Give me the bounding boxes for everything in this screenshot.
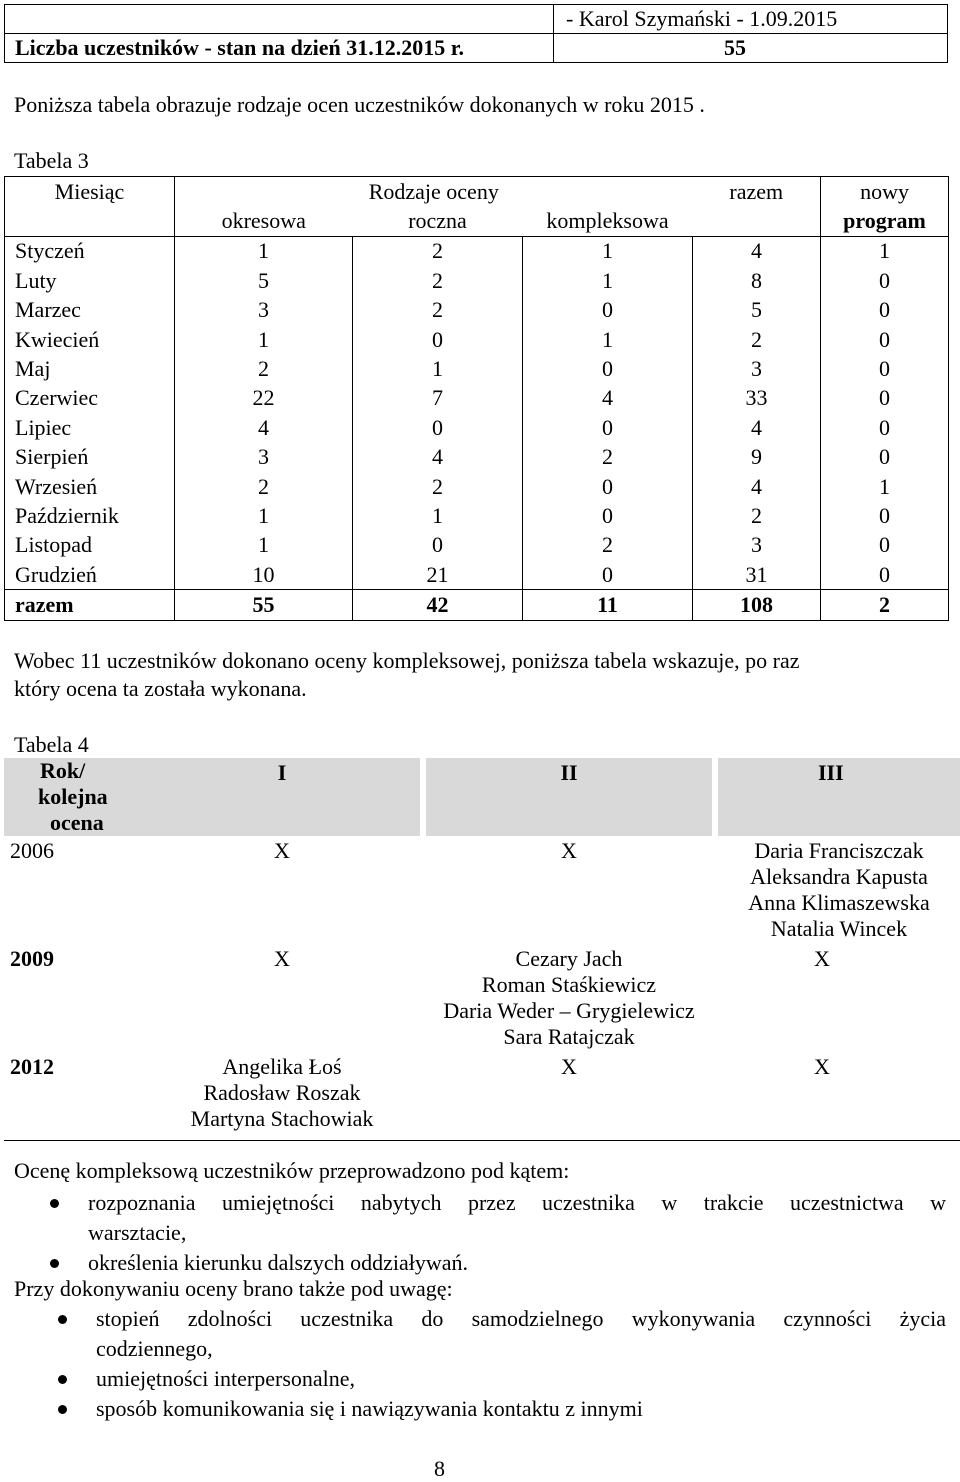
table3-cell-roczna: 4 (353, 443, 523, 472)
table4-cell-III (718, 836, 960, 944)
table4-cell-line: X (814, 1054, 830, 1079)
table4-cell-I (144, 836, 420, 944)
table3-total-okresowa: 55 (175, 590, 353, 620)
table3-head-new-line2: program (821, 206, 949, 236)
table3-cell-okresowa: 22 (175, 384, 353, 413)
table3-cell-kompleksowa: 1 (523, 266, 693, 295)
table4-cell-line: Cezary Jach (515, 946, 623, 971)
table3-head-total: razem (693, 177, 821, 207)
table-row (5, 443, 949, 472)
table3-cell-kompleksowa: 1 (523, 236, 693, 266)
table3-cell-roczna: 7 (353, 384, 523, 413)
table4-cell-II (426, 1052, 712, 1141)
table3-cell-month: Maj (5, 354, 175, 383)
list-item (14, 1364, 946, 1394)
table3-total-nowy: 2 (821, 590, 949, 620)
table3-cell-nowy: 0 (821, 531, 949, 560)
table3-cell-month: Czerwiec (5, 384, 175, 413)
table-row (5, 296, 949, 325)
table3-cell-okresowa: 5 (175, 266, 353, 295)
table4-head-II: II (426, 758, 712, 836)
table4-header-row (4, 758, 960, 836)
participants-count: 55 (554, 34, 948, 63)
table3-cell-nowy: 1 (821, 236, 949, 266)
list-item-line: rozpoznania umiejętności nabytych przez uczestnika w trakcie uczestnictwa w (88, 1190, 946, 1215)
table4-head-III: III (718, 758, 960, 836)
table-row (5, 472, 949, 501)
table4-cell-line: X (274, 838, 290, 863)
table3-cell-razem: 2 (693, 325, 821, 354)
table3-cell-kompleksowa: 1 (523, 325, 693, 354)
list-item (14, 1394, 946, 1424)
table3-head-new-line1: nowy (821, 177, 949, 207)
table3-cell-nowy: 0 (821, 413, 949, 442)
assessment-intro: Ocenę kompleksową uczestników przeprowadzono pod kątem: (14, 1158, 570, 1183)
table3-cell-roczna: 1 (353, 501, 523, 530)
considered-intro: Przy dokonywaniu oceny brano także pod uwagę: (14, 1276, 453, 1301)
participants-label: Liczba uczestników - stan na dzień 31.12.2015 r. (5, 34, 554, 63)
table3-cell-okresowa: 10 (175, 560, 353, 590)
table-row (5, 236, 949, 266)
list-item-line: stopień zdolności uczestnika do samodzielnego wykonywania czynności życia (96, 1306, 946, 1331)
table3-body (5, 236, 949, 620)
table4-cell-II (426, 944, 712, 1052)
table3-cell-razem: 4 (693, 413, 821, 442)
bullet-icon (58, 1405, 67, 1414)
considered-list (14, 1304, 946, 1424)
table3-cell-month: Wrzesień (5, 472, 175, 501)
bullet-icon (58, 1315, 67, 1324)
bullet-icon (50, 1259, 59, 1268)
table3-cell-nowy: 0 (821, 354, 949, 383)
table3-cell-kompleksowa: 2 (523, 531, 693, 560)
table3-cell-roczna: 2 (353, 472, 523, 501)
table3-cell-kompleksowa: 0 (523, 472, 693, 501)
list-item (14, 1188, 946, 1248)
table4-cell-III (718, 1052, 960, 1141)
table4-cell-line: X (561, 838, 577, 863)
table4-cell-I (144, 944, 420, 1052)
table4-head-line1: Rok/ (40, 758, 86, 783)
table3-cell-razem: 3 (693, 354, 821, 383)
table-row (5, 325, 949, 354)
table-row (5, 501, 949, 530)
table3-cell-nowy: 0 (821, 266, 949, 295)
table3-caption: Tabela 3 (14, 148, 89, 173)
table3-cell-month: Lipiec (5, 413, 175, 442)
table4-head-line2: kolejna (38, 784, 108, 809)
table4-cell-line: X (561, 1054, 577, 1079)
assessment-list (14, 1188, 946, 1278)
table3-cell-okresowa: 4 (175, 413, 353, 442)
table4-cell-II (426, 836, 712, 944)
table3-cell-roczna: 2 (353, 266, 523, 295)
table3-head-complex: kompleksowa (523, 206, 693, 236)
table3-cell-kompleksowa: 0 (523, 560, 693, 590)
table3-total-roczna: 42 (353, 590, 523, 620)
table3-cell-okresowa: 3 (175, 296, 353, 325)
table3-cell-kompleksowa: 2 (523, 443, 693, 472)
table3-cell-razem: 8 (693, 266, 821, 295)
table3-cell-month: Grudzień (5, 560, 175, 590)
table3-cell-nowy: 1 (821, 472, 949, 501)
table4-cell-III (718, 944, 960, 1052)
table3-cell-okresowa: 1 (175, 236, 353, 266)
table3-cell-month: Październik (5, 501, 175, 530)
table4-cell-line: Daria Franciszczak (754, 838, 924, 863)
table4-cell-line: Natalia Wincek (770, 916, 908, 941)
table3-cell-nowy: 0 (821, 443, 949, 472)
list-item-line: określenia kierunku dalszych oddziaływań. (88, 1250, 468, 1275)
table4-year: 2012 (4, 1052, 144, 1141)
table3-cell-razem: 3 (693, 531, 821, 560)
table3-head-month: Miesiąc (5, 177, 175, 237)
table-row (5, 384, 949, 413)
list-item-line: umiejętności interpersonalne, (96, 1366, 356, 1391)
table3-total-kompleksowa: 11 (523, 590, 693, 620)
bullet-icon (50, 1199, 59, 1208)
middle-text-line1: Wobec 11 uczestników dokonano oceny kompleksowej, poniższa tabela wskazuje, po raz (14, 648, 800, 673)
table3 (4, 176, 949, 621)
table4-cell-line: Angelika Łoś (222, 1054, 342, 1079)
table4 (4, 758, 960, 1141)
table3-cell-razem: 4 (693, 472, 821, 501)
table3-head-types: Rodzaje oceny (175, 177, 693, 207)
header-table (4, 4, 948, 63)
table3-cell-month: Sierpień (5, 443, 175, 472)
table3-cell-kompleksowa: 0 (523, 413, 693, 442)
table3-cell-roczna: 0 (353, 413, 523, 442)
table4-cell-line: Radosław Roszak (203, 1080, 361, 1105)
table3-cell-roczna: 2 (353, 296, 523, 325)
table-row (5, 531, 949, 560)
table3-cell-nowy: 0 (821, 325, 949, 354)
table3-cell-kompleksowa: 0 (523, 354, 693, 383)
table4-cell-line: X (274, 946, 290, 971)
table3-cell-razem: 4 (693, 236, 821, 266)
middle-text-line2: który ocena ta została wykonana. (14, 676, 307, 701)
table3-cell-kompleksowa: 0 (523, 501, 693, 530)
author-date: - Karol Szymański - 1.09.2015 (554, 5, 948, 34)
table4-cell-line: Roman Staśkiewicz (481, 972, 657, 997)
table3-cell-nowy: 0 (821, 296, 949, 325)
table4-year: 2009 (10, 946, 54, 971)
table3-cell-razem: 5 (693, 296, 821, 325)
table4-cell-line: Martyna Stachowiak (190, 1106, 374, 1131)
list-item-line: sposób komunikowania się i nawiązywania kontaktu z innymi (96, 1396, 643, 1421)
table3-total-month: razem (5, 590, 175, 620)
table-row (5, 560, 949, 590)
table4-cell-line: Sara Ratajczak (503, 1024, 635, 1049)
table3-cell-kompleksowa: 4 (523, 384, 693, 413)
table3-cell-roczna: 2 (353, 236, 523, 266)
table4-head-I: I (144, 758, 420, 836)
table3-cell-roczna: 0 (353, 325, 523, 354)
table4-caption: Tabela 4 (14, 732, 89, 757)
table4-cell-line: X (814, 946, 830, 971)
table-row (5, 413, 949, 442)
table4-cell-line: Daria Weder – Grygielewicz (443, 998, 695, 1023)
table3-cell-okresowa: 1 (175, 325, 353, 354)
table3-cell-month: Styczeń (5, 236, 175, 266)
table3-cell-razem: 9 (693, 443, 821, 472)
table3-cell-nowy: 0 (821, 384, 949, 413)
table3-cell-okresowa: 1 (175, 531, 353, 560)
table4-head-rok (4, 758, 144, 836)
list-item (14, 1248, 946, 1278)
list-item-line: warsztacie, (88, 1220, 187, 1245)
table3-cell-roczna: 21 (353, 560, 523, 590)
page-number: 8 (434, 1456, 445, 1481)
table3-cell-nowy: 0 (821, 560, 949, 590)
table3-cell-okresowa: 3 (175, 443, 353, 472)
table-row (4, 944, 960, 1052)
table3-cell-razem: 33 (693, 384, 821, 413)
table-row (4, 1052, 960, 1141)
table4-cell-I (144, 1052, 420, 1141)
table3-cell-month: Kwiecień (5, 325, 175, 354)
table3-cell-roczna: 0 (353, 531, 523, 560)
table-row (4, 836, 960, 944)
header-empty-cell (5, 5, 554, 34)
table4-body (4, 836, 960, 1141)
table3-cell-nowy: 0 (821, 501, 949, 530)
table-row (5, 266, 949, 295)
table4-cell-line: Anna Klimaszewska (748, 890, 930, 915)
table3-cell-month: Marzec (5, 296, 175, 325)
table4-cell-line: Aleksandra Kapusta (750, 864, 928, 889)
table3-head-annual: roczna (353, 206, 523, 236)
intro-text: Poniższa tabela obrazuje rodzaje ocen uczestników dokonanych w roku 2015 . (14, 92, 705, 117)
table3-cell-month: Luty (5, 266, 175, 295)
table3-cell-okresowa: 1 (175, 501, 353, 530)
table-row (5, 354, 949, 383)
table3-cell-roczna: 1 (353, 354, 523, 383)
table3-total-row (5, 590, 949, 620)
bullet-icon (58, 1375, 67, 1384)
table3-head-periodic: okresowa (175, 206, 353, 236)
table3-cell-kompleksowa: 0 (523, 296, 693, 325)
table4-head-line3: ocena (50, 810, 104, 835)
table3-cell-okresowa: 2 (175, 472, 353, 501)
list-item-line: codziennego, (96, 1336, 213, 1361)
list-item (14, 1304, 946, 1364)
table4-year: 2006 (10, 838, 54, 863)
table3-cell-razem: 2 (693, 501, 821, 530)
table3-cell-okresowa: 2 (175, 354, 353, 383)
table3-total-razem: 108 (693, 590, 821, 620)
table3-cell-razem: 31 (693, 560, 821, 590)
table3-head-total-blank (693, 206, 821, 236)
table3-cell-month: Listopad (5, 531, 175, 560)
